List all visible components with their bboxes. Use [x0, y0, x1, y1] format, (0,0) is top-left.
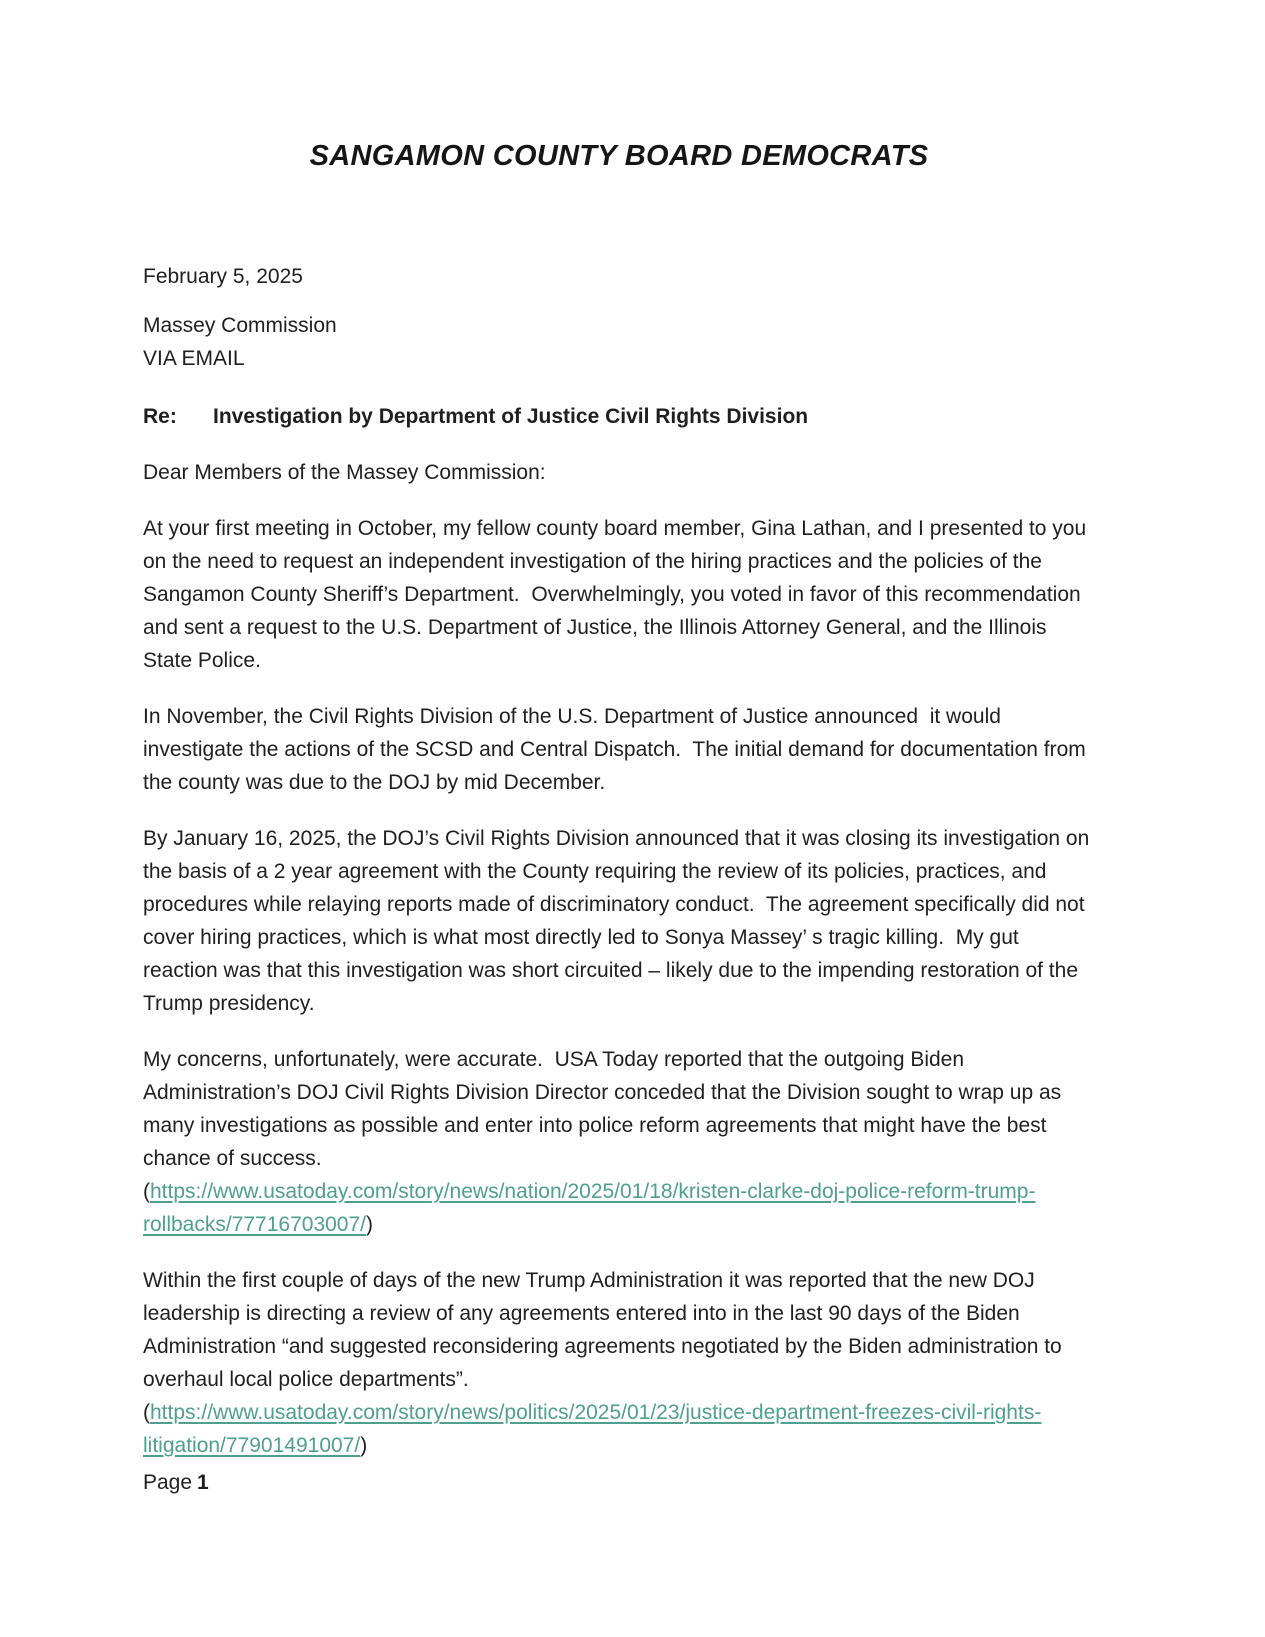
date-line: February 5, 2025: [143, 265, 303, 288]
paragraph-2: In November, the Civil Rights Division of the U.S. Department of Justice announced it would investigate the actions of the SCSD and Central Dispatch. The initial demand for documentation from the county was due to the DOJ by mid December.: [143, 705, 1092, 794]
paragraph-1: At your first meeting in October, my fellow county board member, Gina Lathan, and I presented to you on the need to request an independent investigation of the hiring practices and the policies of the Sangamon County Sheriff’s Department. Overwhelmingly, you voted in favor of this recommendation and sent a request to the U.S. Department of Justice, the Illinois Attorney General, and the Illinois State Police.: [143, 517, 1093, 672]
recipient-name: Massey Commission: [143, 314, 337, 337]
paragraph-5: [143, 1264, 1095, 1462]
paragraph-5-text: Within the first couple of days of the new Trump Administration it was reported that the new DOJ leadership is directing a review of any agreements entered into in the last 90 days of the Biden Administration “and suggested reconsidering agreements negotiated by the Biden administration to overhaul local police departments”.: [143, 1269, 1068, 1391]
close-paren: ): [366, 1213, 374, 1236]
usatoday-link-1[interactable]: https://www.usatoday.com/story/news/nation/2025/01/18/kristen-clarke-doj-police-reform-trump-rollbacks/77716703007/: [143, 1180, 1036, 1236]
paragraph-4: [143, 1043, 1095, 1241]
close-paren: ): [360, 1434, 368, 1457]
delivery-method: VIA EMAIL: [143, 347, 245, 370]
salutation: Dear Members of the Massey Commission:: [143, 461, 546, 484]
paragraph-3: By January 16, 2025, the DOJ’s Civil Rights Division announced that it was closing its investigation on the basis of a 2 year agreement with the County requiring the review of its policies, practices, and procedures while relaying reports made of discriminatory conduct. The agreement specifically did not cover hiring practices, which is what most directly led to Sonya Massey’ s tragic killing. My gut reaction was that this investigation was short circuited – likely due to the impending restoration of the Trump presidency.: [143, 827, 1096, 1015]
page-label: Page: [143, 1471, 193, 1494]
page-number: 1: [197, 1471, 209, 1494]
re-subject: Investigation by Department of Justice Civil Rights Division: [213, 405, 809, 428]
open-paren: (: [143, 1180, 150, 1203]
page-title: SANGAMON COUNTY BOARD DEMOCRATS: [309, 140, 929, 172]
recipient-block: [143, 309, 1095, 375]
re-label: Re:: [143, 405, 177, 428]
open-paren: (: [143, 1401, 150, 1424]
page-footer: [143, 1466, 209, 1499]
letter-body: [143, 0, 1095, 1462]
paragraph-4-text: My concerns, unfortunately, were accurate. USA Today reported that the outgoing Biden Administration’s DOJ Civil Rights Division Director conceded that the Division sought to wrap up as many investigations as possible and enter into police reform agreements that might have the best chance of success.: [143, 1048, 1068, 1170]
re-line: [143, 400, 1095, 433]
usatoday-link-2[interactable]: https://www.usatoday.com/story/news/politics/2025/01/23/justice-department-freezes-civil-rights-litigation/77901491007/: [143, 1401, 1042, 1457]
